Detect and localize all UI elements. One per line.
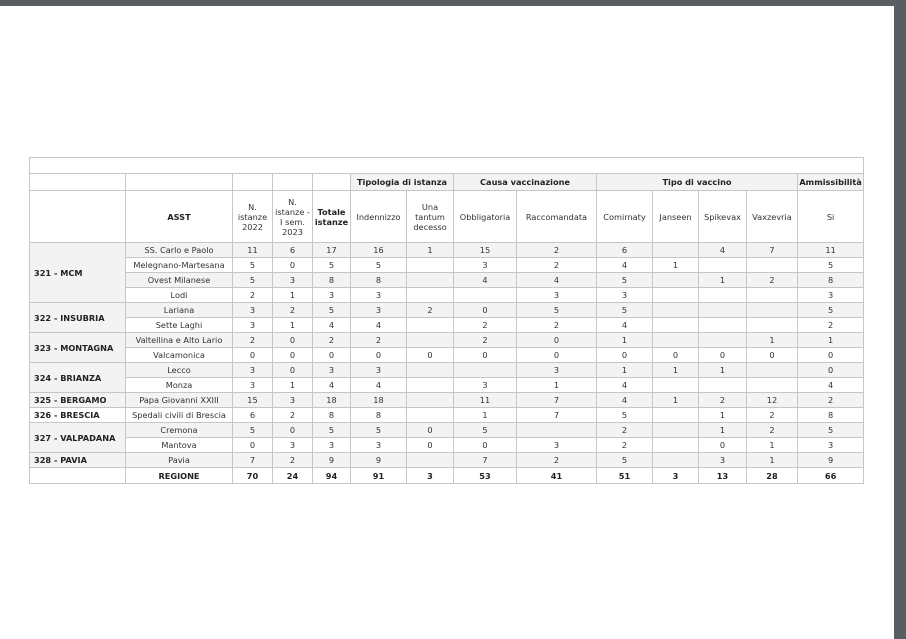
table-cell: 8 <box>798 273 864 288</box>
table-cell: 5 <box>798 423 864 438</box>
table-cell: 0 <box>273 363 313 378</box>
table-cell: 7 <box>454 453 517 468</box>
table-cell: Mantova <box>126 438 233 453</box>
table-cell <box>699 303 747 318</box>
table-cell: 5 <box>597 453 653 468</box>
table-cell <box>653 438 699 453</box>
table-cell: 2 <box>273 303 313 318</box>
table-cell: 41 <box>517 468 597 484</box>
table-cell: 0 <box>313 348 351 363</box>
table-cell <box>747 303 798 318</box>
table-cell: 5 <box>313 303 351 318</box>
table-cell: 1 <box>747 453 798 468</box>
table-cell: Pavia <box>126 453 233 468</box>
table-cell: 5 <box>798 258 864 273</box>
table-cell: 15 <box>454 243 517 258</box>
header-janseen: Janseen <box>653 191 699 243</box>
table-cell: 5 <box>517 303 597 318</box>
table-cell: 28 <box>747 468 798 484</box>
table-row <box>30 288 864 303</box>
table-cell: 4 <box>517 273 597 288</box>
table-cell: Papa Giovanni XXIII <box>126 393 233 408</box>
table-cell: 0 <box>798 348 864 363</box>
area-label: 326 - BRESCIA <box>30 408 126 423</box>
table-cell: 0 <box>351 348 407 363</box>
table-cell: 0 <box>454 438 517 453</box>
table-cell: 8 <box>313 273 351 288</box>
table-cell: 7 <box>517 393 597 408</box>
table-cell <box>407 453 454 468</box>
table-cell: 4 <box>351 318 407 333</box>
table-cell: 3 <box>233 363 273 378</box>
table-cell: 94 <box>313 468 351 484</box>
table-cell: Monza <box>126 378 233 393</box>
table-cell: 3 <box>233 318 273 333</box>
table-cell: 2 <box>273 453 313 468</box>
table-cell: Melegnano-Martesana <box>126 258 233 273</box>
table-row <box>30 393 864 408</box>
table-cell: Lodi <box>126 288 233 303</box>
table-cell: 18 <box>313 393 351 408</box>
table-cell: 3 <box>454 378 517 393</box>
area-label: 327 - VALPADANA <box>30 423 126 453</box>
table-cell <box>747 258 798 273</box>
table-row <box>30 333 864 348</box>
table-cell: 4 <box>351 378 407 393</box>
table-cell: 2 <box>517 243 597 258</box>
header-n-2022: N. istanze 2022 <box>233 191 273 243</box>
table-cell: 4 <box>454 273 517 288</box>
table-cell: Lecco <box>126 363 233 378</box>
table-cell: Spedali civili di Brescia <box>126 408 233 423</box>
table-row <box>30 363 864 378</box>
header-n-2023: N. istanze - I sem. 2023 <box>273 191 313 243</box>
table-cell <box>653 408 699 423</box>
table-cell: 6 <box>273 243 313 258</box>
table-cell <box>273 174 313 191</box>
table-cell <box>407 333 454 348</box>
table-cell: 0 <box>407 438 454 453</box>
table-cell: 4 <box>313 378 351 393</box>
table-cell: 1 <box>273 318 313 333</box>
table-cell: 1 <box>653 258 699 273</box>
table-cell: 1 <box>273 288 313 303</box>
table-row <box>30 258 864 273</box>
area-label: 321 - MCM <box>30 243 126 303</box>
table-cell <box>126 174 233 191</box>
table-cell: 7 <box>517 408 597 423</box>
table-cell: 11 <box>233 243 273 258</box>
group-ammissibilita: Ammissibilità <box>798 174 864 191</box>
table-cell <box>653 318 699 333</box>
table-cell <box>407 273 454 288</box>
table-cell: 1 <box>517 378 597 393</box>
table-cell <box>407 408 454 423</box>
total-label: REGIONE <box>126 468 233 484</box>
table-cell: 16 <box>351 243 407 258</box>
table-row <box>30 303 864 318</box>
table-cell: 0 <box>407 423 454 438</box>
table-cell: 0 <box>798 363 864 378</box>
table-cell <box>699 288 747 303</box>
table-cell: 8 <box>351 408 407 423</box>
table-cell: 0 <box>699 438 747 453</box>
table-cell: 3 <box>407 468 454 484</box>
table-cell <box>454 288 517 303</box>
table-cell: 24 <box>273 468 313 484</box>
table-cell <box>407 318 454 333</box>
table-cell: 5 <box>597 408 653 423</box>
table-cell: Cremona <box>126 423 233 438</box>
table-cell: 1 <box>747 438 798 453</box>
table-cell: 2 <box>747 408 798 423</box>
table-cell: 2 <box>597 423 653 438</box>
table-cell: 0 <box>233 438 273 453</box>
table-cell: 3 <box>798 438 864 453</box>
table-cell: 5 <box>313 423 351 438</box>
table-cell <box>30 174 126 191</box>
table-cell: 0 <box>747 348 798 363</box>
table-cell: 2 <box>233 333 273 348</box>
table-cell: 2 <box>273 408 313 423</box>
table-cell: 2 <box>747 273 798 288</box>
area-label: 324 - BRIANZA <box>30 363 126 393</box>
table-row <box>30 438 864 453</box>
table-cell: 5 <box>351 423 407 438</box>
table-cell: 3 <box>351 288 407 303</box>
table-cell: 3 <box>597 288 653 303</box>
header-indennizzo: Indennizzo <box>351 191 407 243</box>
table-cell: 0 <box>699 348 747 363</box>
table-row <box>30 408 864 423</box>
table-cell <box>407 363 454 378</box>
table-cell <box>699 378 747 393</box>
table-cell: 8 <box>313 408 351 423</box>
table-row <box>30 453 864 468</box>
table-cell: 2 <box>699 393 747 408</box>
table-cell: 2 <box>517 258 597 273</box>
table-cell <box>30 468 126 484</box>
table-cell: 3 <box>798 288 864 303</box>
table-row <box>30 348 864 363</box>
table-cell: 1 <box>653 393 699 408</box>
table-cell: 5 <box>313 258 351 273</box>
table-cell: 8 <box>798 408 864 423</box>
table-cell: 9 <box>798 453 864 468</box>
group-tipologia: Tipologia di istanza <box>351 174 454 191</box>
table-cell: 5 <box>351 258 407 273</box>
header-una-tantum: Una tantum decesso <box>407 191 454 243</box>
table-cell: 4 <box>597 378 653 393</box>
table-cell: 4 <box>313 318 351 333</box>
table-cell: 1 <box>597 363 653 378</box>
title-cell <box>30 158 864 174</box>
table-cell: 1 <box>747 333 798 348</box>
group-header-row <box>30 174 864 191</box>
table-cell: 0 <box>273 258 313 273</box>
table-cell: 1 <box>798 333 864 348</box>
table-cell: 91 <box>351 468 407 484</box>
table-cell: 1 <box>699 363 747 378</box>
table-cell: 1 <box>699 273 747 288</box>
table-cell: 51 <box>597 468 653 484</box>
table-cell <box>517 423 597 438</box>
table-cell: 1 <box>597 333 653 348</box>
table-cell: 3 <box>233 303 273 318</box>
table-cell: 0 <box>517 348 597 363</box>
table-cell: 3 <box>313 438 351 453</box>
total-row <box>30 468 864 484</box>
table-cell: 2 <box>351 333 407 348</box>
table-row <box>30 243 864 258</box>
table-cell: 2 <box>313 333 351 348</box>
area-label: 323 - MONTAGNA <box>30 333 126 363</box>
table-cell: 2 <box>454 333 517 348</box>
table-cell: 53 <box>454 468 517 484</box>
table-cell: 3 <box>517 288 597 303</box>
table-row <box>30 423 864 438</box>
table-cell: 3 <box>313 288 351 303</box>
table-cell <box>747 363 798 378</box>
table-cell: Ovest Milanese <box>126 273 233 288</box>
table-cell: 12 <box>747 393 798 408</box>
table-cell <box>313 174 351 191</box>
table-cell: 3 <box>273 438 313 453</box>
table-cell: 3 <box>313 363 351 378</box>
table-cell <box>653 273 699 288</box>
area-label: 328 - PAVIA <box>30 453 126 468</box>
table-cell: 15 <box>233 393 273 408</box>
table-cell: 1 <box>653 363 699 378</box>
table-cell: 5 <box>798 303 864 318</box>
table-cell <box>653 243 699 258</box>
group-causa: Causa vaccinazione <box>454 174 597 191</box>
table-cell <box>454 363 517 378</box>
table-cell: 8 <box>351 273 407 288</box>
table-cell <box>747 378 798 393</box>
table-cell: 3 <box>351 438 407 453</box>
table-cell: 2 <box>747 423 798 438</box>
table-row <box>30 378 864 393</box>
table-cell <box>699 333 747 348</box>
table-cell: 2 <box>517 318 597 333</box>
table-cell: 3 <box>517 438 597 453</box>
table-cell: 0 <box>454 348 517 363</box>
table-cell <box>407 288 454 303</box>
table-cell: 4 <box>597 393 653 408</box>
header-obbligatoria: Obbligatoria <box>454 191 517 243</box>
table-cell: 11 <box>798 243 864 258</box>
table-cell: 5 <box>233 258 273 273</box>
table-cell: 4 <box>798 378 864 393</box>
table-cell: 70 <box>233 468 273 484</box>
table-cell: 0 <box>517 333 597 348</box>
table-cell: 0 <box>273 348 313 363</box>
table-cell: 0 <box>454 303 517 318</box>
area-label: 325 - BERGAMO <box>30 393 126 408</box>
table-cell: 7 <box>747 243 798 258</box>
table-cell <box>747 288 798 303</box>
table-cell: 3 <box>233 378 273 393</box>
table-cell: 2 <box>517 453 597 468</box>
table-cell: 2 <box>798 318 864 333</box>
header-si: Si <box>798 191 864 243</box>
table-cell: 9 <box>351 453 407 468</box>
group-tipo-vaccino: Tipo di vaccino <box>597 174 798 191</box>
table-title-row <box>30 158 864 174</box>
table-cell <box>747 318 798 333</box>
table-cell: 9 <box>313 453 351 468</box>
table-cell: 0 <box>273 423 313 438</box>
table-cell <box>653 303 699 318</box>
table-cell: 3 <box>273 273 313 288</box>
table-cell: Lariana <box>126 303 233 318</box>
table-cell: 11 <box>454 393 517 408</box>
table-cell: 5 <box>233 273 273 288</box>
table-cell <box>233 174 273 191</box>
vaccine-claims-table <box>29 157 864 484</box>
table-cell: 6 <box>597 243 653 258</box>
table-cell: 5 <box>597 273 653 288</box>
table-cell: 0 <box>653 348 699 363</box>
header-comirnaty: Comirnaty <box>597 191 653 243</box>
table-cell: 7 <box>233 453 273 468</box>
table-cell: 13 <box>699 468 747 484</box>
table-cell: 2 <box>407 303 454 318</box>
table-cell <box>407 378 454 393</box>
table-cell: 2 <box>233 288 273 303</box>
table-cell: 3 <box>351 303 407 318</box>
table-cell: 5 <box>233 423 273 438</box>
table-cell: Valtellina e Alto Lario <box>126 333 233 348</box>
header-asst: ASST <box>126 191 233 243</box>
table-row <box>30 273 864 288</box>
table-cell <box>407 258 454 273</box>
table-cell <box>30 191 126 243</box>
table-cell: 4 <box>699 243 747 258</box>
table-cell: 2 <box>798 393 864 408</box>
area-label: 322 - INSUBRIA <box>30 303 126 333</box>
table-cell: 1 <box>454 408 517 423</box>
table-cell: 18 <box>351 393 407 408</box>
table-cell: 1 <box>699 423 747 438</box>
table-cell: 5 <box>597 303 653 318</box>
table-cell: 3 <box>273 393 313 408</box>
table-cell <box>653 423 699 438</box>
table-cell <box>653 453 699 468</box>
table-cell: Valcamonica <box>126 348 233 363</box>
viewer-scrollbar[interactable] <box>894 0 906 639</box>
table-cell: Sette Laghi <box>126 318 233 333</box>
table-cell: 3 <box>351 363 407 378</box>
table-cell: 4 <box>597 318 653 333</box>
table-cell: 0 <box>273 333 313 348</box>
table-cell: 5 <box>454 423 517 438</box>
table-cell: 6 <box>233 408 273 423</box>
table-cell <box>653 288 699 303</box>
table-cell: 66 <box>798 468 864 484</box>
table-cell: 0 <box>407 348 454 363</box>
table-cell: 1 <box>699 408 747 423</box>
table-cell: 2 <box>454 318 517 333</box>
column-header-row <box>30 191 864 243</box>
table-cell: 3 <box>653 468 699 484</box>
table-cell: 17 <box>313 243 351 258</box>
table-row <box>30 318 864 333</box>
table-cell: 3 <box>517 363 597 378</box>
table-cell: 0 <box>597 348 653 363</box>
table-cell <box>653 333 699 348</box>
table-cell: 3 <box>454 258 517 273</box>
table-cell: 0 <box>233 348 273 363</box>
table-cell <box>653 378 699 393</box>
table-cell: 1 <box>407 243 454 258</box>
header-raccomandata: Raccomandata <box>517 191 597 243</box>
header-vaxzevria: Vaxzevria <box>747 191 798 243</box>
table-cell: 1 <box>273 378 313 393</box>
table-cell: 3 <box>699 453 747 468</box>
table-cell <box>699 318 747 333</box>
header-spikevax: Spikevax <box>699 191 747 243</box>
table-cell <box>699 258 747 273</box>
header-totale: Totale istanze <box>313 191 351 243</box>
table-cell: SS. Carlo e Paolo <box>126 243 233 258</box>
table-cell: 2 <box>597 438 653 453</box>
table-cell: 4 <box>597 258 653 273</box>
table-cell <box>407 393 454 408</box>
